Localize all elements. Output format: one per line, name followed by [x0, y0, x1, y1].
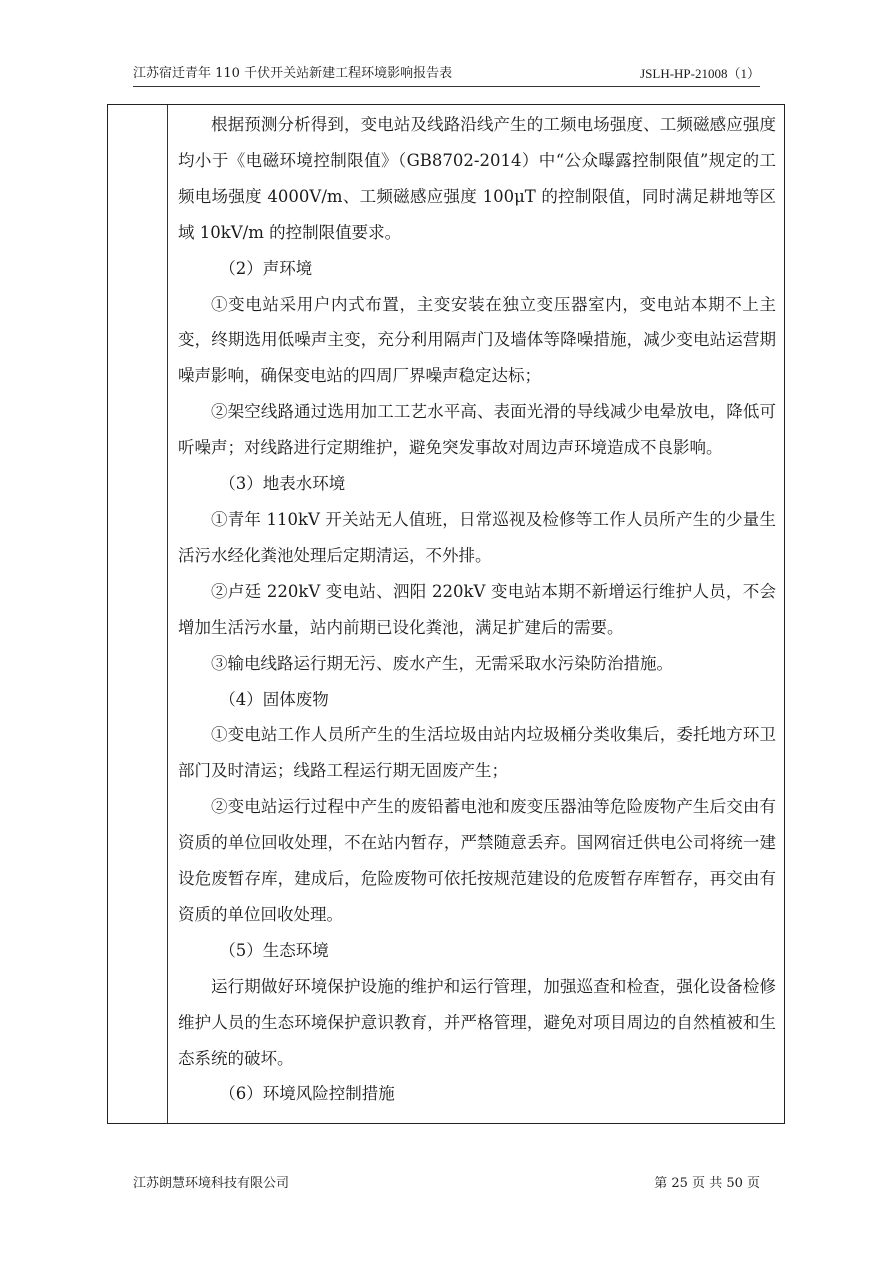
body-text: [178, 107, 776, 1112]
company-name: 江苏朗慧环境科技有限公司: [133, 1176, 290, 1191]
content-table: [107, 104, 785, 1124]
paragraph: ①青年 110kV 开关站无人值班，日常巡视及检修等工作人员所产生的少量生活污水经化粪池处理后定期清运，不外排。: [178, 509, 776, 565]
paragraph: 运行期做好环境保护设施的维护和运行管理，加强巡查和检查，强化设备检修维护人员的生态环境保护意识教育，并严格管理，避免对项目周边的自然植被和生态系统的破坏。: [178, 976, 776, 1068]
paragraph: ②架空线路通过选用加工工艺水平高、表面光滑的导线减少电晕放电，降低可听噪声；对线路进行定期维护，避免突发事故对周边声环境造成不良影响。: [178, 402, 776, 458]
paragraph: ②变电站运行过程中产生的废铅蓄电池和废变压器油等危险废物产生后交由有资质的单位回收处理，不在站内暂存，严禁随意丢弃。国网宿迁供电公司将统一建设危废暂存库，建成后，危险废物可依托按规范建设的危废暂存库暂存，再交由有资质的单位回收处理。: [178, 797, 776, 924]
paragraph: 根据预测分析得到，变电站及线路沿线产生的工频电场强度、工频磁感应强度均小于《电磁环境控制限值》（GB8702-2014）中“公众曝露控制限值”规定的工频电场强度 4000V/m、工频磁感应强度 100μT 的控制限值，同时满足耕地等区域 10kV/m 的控制限值要求。: [178, 115, 776, 242]
section-heading: （2）声环境: [219, 258, 313, 278]
paragraph: ②卢廷 220kV 变电站、泗阳 220kV 变电站本期不新增运行维护人员，不会增加生活污水量，站内前期已设化粪池，满足扩建后的需要。: [178, 581, 776, 637]
report-title: 江苏宿迁青年 110 千伏开关站新建工程环境影响报告表: [133, 66, 453, 81]
section-heading: （4）固体废物: [219, 689, 329, 709]
page-number: 第 25 页 共 50 页: [654, 1176, 760, 1191]
paragraph: ③输电线路运行期无污、废水产生，无需采取水污染防治措施。: [211, 653, 673, 673]
section-heading: （5）生态环境: [219, 940, 329, 960]
paragraph: ①变电站采用户内式布置，主变安装在独立变压器室内，变电站本期不上主变，终期选用低噪声主变，充分利用隔声门及墙体等降噪措施，减少变电站运营期噪声影响，确保变电站的四周厂界噪声稳定达标；: [178, 294, 776, 386]
section-heading: （3）地表水环境: [219, 474, 346, 494]
section-heading: （6）环境风险控制措施: [219, 1084, 395, 1104]
table-label-column: [108, 105, 168, 1123]
table-content-column: [168, 105, 784, 1123]
page-header: [133, 62, 760, 87]
paragraph: ①变电站工作人员所产生的生活垃圾由站内垃圾桶分类收集后，委托地方环卫部门及时清运；线路工程运行期无固废产生；: [178, 725, 776, 781]
document-code: JSLH-HP-21008（1）: [640, 66, 760, 81]
